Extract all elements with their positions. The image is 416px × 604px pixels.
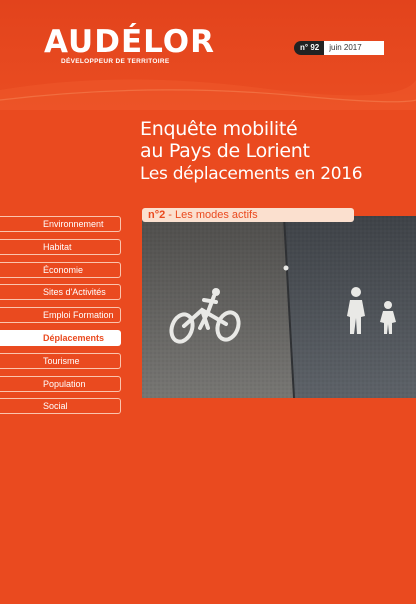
nav-item-environnement[interactable]: Environnement [0,216,121,232]
logo-wordmark: AUDÉLOR [44,24,215,60]
series-number: n°2 [148,209,166,221]
title-line-2: au Pays de Lorient [140,140,310,162]
nav-item-tourisme[interactable]: Tourisme [0,353,121,369]
nav-item-sites-activites[interactable]: Sites d'Activités [0,284,121,300]
issue-date: juin 2017 [324,41,384,55]
header-swoosh [0,60,416,110]
nav-item-population[interactable]: Population [0,376,121,392]
series-title: - Les modes actifs [165,209,258,221]
nav-item-habitat[interactable]: Habitat [0,239,121,255]
document-subtitle: Les déplacements en 2016 [140,164,363,184]
logo-tagline: DÉVELOPPEUR DE TERRITOIRE [61,58,170,65]
nav-item-deplacements[interactable]: Déplacements [0,330,121,346]
document-title [140,118,362,186]
title-line-1: Enquête mobilité [140,118,298,140]
issue-number-prefix: n° [300,43,309,52]
nav-item-emploi-formation[interactable]: Emploi Formation [0,307,121,323]
topic-nav [0,216,121,421]
issue-number-value: 92 [310,43,320,52]
series-banner [142,208,354,222]
issue-badge [294,41,384,55]
audelor-logo[interactable] [44,26,215,65]
cover-photo [142,216,416,398]
issue-number [294,41,324,55]
nav-item-economie[interactable]: Économie [0,262,121,278]
nav-item-social[interactable]: Social [0,398,121,414]
